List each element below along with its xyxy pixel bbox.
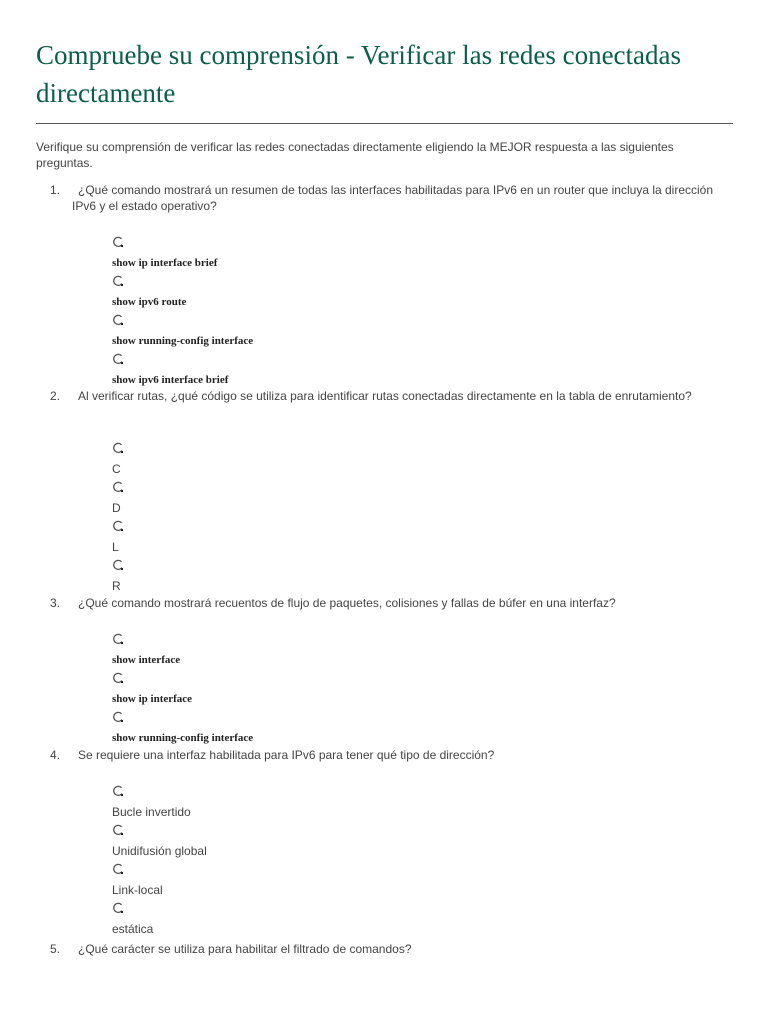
radio-button-icon[interactable] bbox=[112, 785, 124, 797]
option-label: D bbox=[112, 501, 121, 515]
radio-button-icon[interactable] bbox=[112, 481, 124, 493]
option-label: show interface bbox=[112, 654, 181, 666]
question-text: ¿Qué comando mostrará un resumen de todas las interfaces habilitadas para IPv6 en un router que incluya la dirección IPv6 y el estado operativo? bbox=[72, 183, 714, 213]
option-label: Link-local bbox=[112, 883, 163, 897]
option-label: Unidifusión global bbox=[112, 844, 207, 858]
question-number: 4. bbox=[50, 748, 61, 762]
radio-button-icon[interactable] bbox=[112, 314, 124, 326]
option-label: R bbox=[112, 579, 121, 593]
page-title: Compruebe su comprensión - Verificar las redes conectadas directamente bbox=[36, 40, 682, 108]
radio-button-icon[interactable] bbox=[112, 275, 124, 287]
option-label: L bbox=[112, 540, 119, 554]
option-label: show ip interface bbox=[112, 693, 193, 705]
option-label: show running-config interface bbox=[112, 732, 254, 744]
option-label: C bbox=[112, 462, 121, 476]
radio-button-icon[interactable] bbox=[112, 520, 124, 532]
radio-button-icon[interactable] bbox=[112, 863, 124, 875]
radio-button-icon[interactable] bbox=[112, 236, 124, 248]
question-number: 3. bbox=[50, 596, 61, 610]
radio-button-icon[interactable] bbox=[112, 353, 124, 365]
radio-button-icon[interactable] bbox=[112, 711, 124, 723]
option-label: show ipv6 interface brief bbox=[112, 374, 229, 386]
radio-button-icon[interactable] bbox=[112, 824, 124, 836]
question-number: 1. bbox=[50, 183, 61, 197]
question-text: Al verificar rutas, ¿qué código se utiliza para identificar rutas conectadas directamente en la tabla de enrutamiento? bbox=[78, 389, 692, 403]
option-label: show running-config interface bbox=[112, 335, 254, 347]
question-text: ¿Qué comando mostrará recuentos de flujo de paquetes, colisiones y fallas de búfer en una interfaz? bbox=[78, 596, 616, 610]
question-text: ¿Qué carácter se utiliza para habilitar el filtrado de comandos? bbox=[78, 942, 412, 956]
question-number: 5. bbox=[50, 942, 61, 956]
option-label: estática bbox=[112, 922, 154, 936]
option-label: show ipv6 route bbox=[112, 296, 187, 308]
radio-button-icon[interactable] bbox=[112, 442, 124, 454]
question-number: 2. bbox=[50, 389, 61, 403]
title-divider bbox=[36, 123, 733, 124]
option-label: Bucle invertido bbox=[112, 805, 191, 819]
question-text: Se requiere una interfaz habilitada para IPv6 para tener qué tipo de dirección? bbox=[78, 748, 495, 762]
radio-button-icon[interactable] bbox=[112, 672, 124, 684]
radio-button-icon[interactable] bbox=[112, 633, 124, 645]
radio-button-icon[interactable] bbox=[112, 902, 124, 914]
intro-text: Verifique su comprensión de verificar las redes conectadas directamente eligiendo la MEJOR respuesta a las siguientes preguntas. bbox=[36, 140, 674, 170]
radio-button-icon[interactable] bbox=[112, 559, 124, 571]
option-label: show ip interface brief bbox=[112, 257, 218, 269]
